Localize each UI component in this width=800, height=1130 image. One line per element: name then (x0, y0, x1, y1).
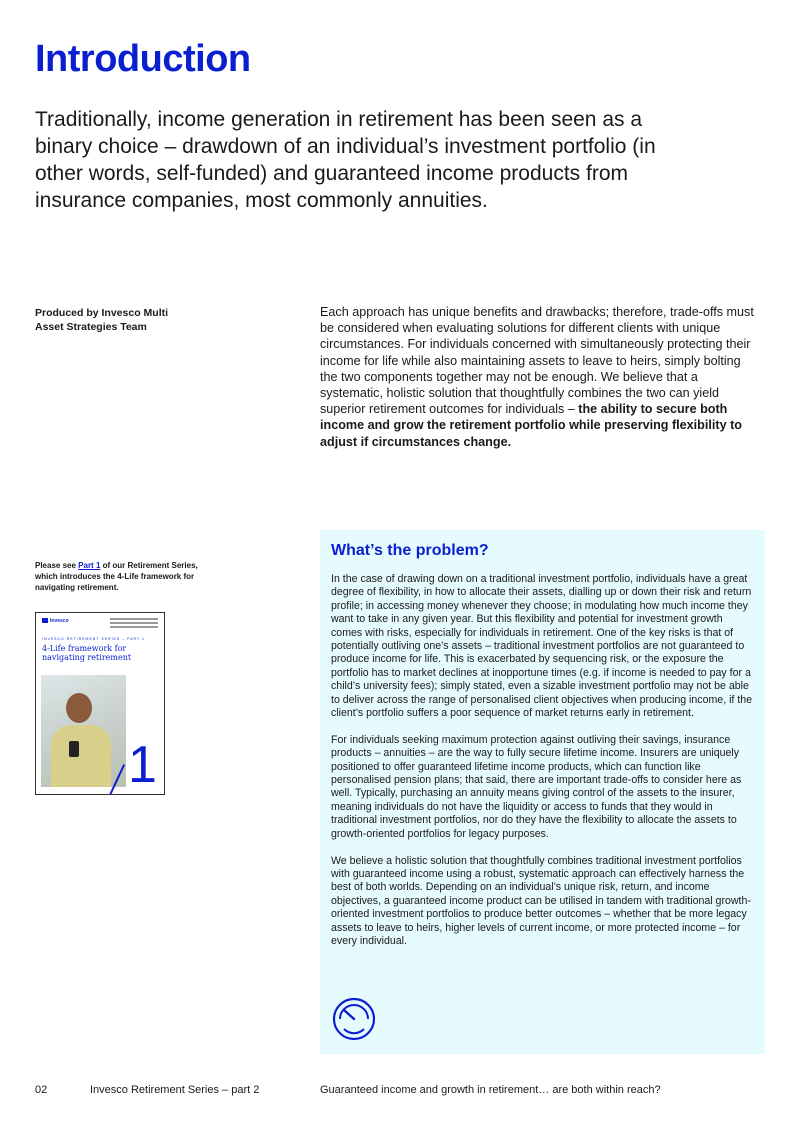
cover-small-text (110, 618, 158, 630)
cover-series-label: INVESCO RETIREMENT SERIES – PART 1 (42, 637, 145, 641)
footer-doc-title: Guaranteed income and growth in retirement… are both within reach? (320, 1084, 661, 1096)
see-note-prefix: Please see (35, 561, 79, 570)
panel-text (331, 573, 756, 962)
panel-heading: What’s the problem? (331, 542, 489, 559)
cover-photo (41, 675, 126, 787)
produced-by-note: Produced by Invesco Multi Asset Strategies Team (35, 307, 169, 333)
footer-series: Invesco Retirement Series – part 2 (90, 1084, 260, 1096)
intro-body-plain: Each approach has unique benefits and drawbacks; therefore, trade-offs must be considered when evaluating solutions for different clients with unique circumstances. For individuals concerned with simultaneously protecting their income for life while also maintaining assets to leave to heirs, simply bolting the two components together may not be enough. We believe that a systematic, holistic solution that thoughtfully combines the two can yield superior retirement outcomes for individuals – (320, 305, 754, 417)
intro-body (320, 304, 760, 450)
footer-page-number: 02 (35, 1084, 48, 1096)
intro-body-bold: the ability to secure both income and grow the retirement portfolio while preserving flexibility to adjust if circumstances change. (320, 402, 742, 449)
gauge-icon (331, 996, 377, 1042)
see-part1-note (35, 560, 200, 593)
cover-number: 1 (128, 736, 157, 794)
panel-paragraph: In the case of drawing down on a traditional investment portfolio, individuals have a great degree of flexibility, in how to allocate their assets, dialling up or down their risk and return profile; in accessing money whenever they choose; in modulating how much income they want to take in any given year. But this flexibility and potential for investment growth comes with risks, especially for individuals in retirement. One of the key risks is that of potentially outliving one’s assets – traditional investment portfolios are not guaranteed to produce income for life. This is exacerbated by sequencing risk, or the exposure the portfolio has to market declines at inopportune times (e.g. if income is needed to pay for a child’s university fees); simply stated, even a sizable investment portfolio may not be able to deliver across the range of personalised client objectives when producing income, if the client’s portfolio suffers a poor sequence of market returns early in retirement. (331, 573, 753, 720)
see-note-suffix: of our Retirement Series, which introduces the 4-Life framework for navigating retirement. (35, 561, 198, 592)
cover-title: 4-Life framework for navigating retirement (42, 644, 132, 662)
logo-mark-icon (42, 618, 48, 623)
lead-paragraph: Traditionally, income generation in retirement has been seen as a binary choice – drawdown of an individual’s investment portfolio (in other words, self-funded) and guaranteed income products from insurance companies, most commonly annuities. (35, 108, 656, 212)
page-title: Introduction (35, 38, 251, 80)
invesco-logo (42, 618, 69, 624)
cover-logo-text: Invesco (50, 618, 69, 624)
part1-cover-thumbnail[interactable] (35, 612, 165, 795)
part1-link[interactable]: Part 1 (78, 561, 101, 570)
phone-icon (69, 741, 79, 757)
problem-panel (320, 530, 765, 1054)
panel-paragraph: For individuals seeking maximum protection against outliving their savings, insurance products – annuities – are the way to fully secure lifetime income. Insurers are uniquely positioned to offer guaranteed lifetime income products, which can function like personalised pension plans; that said, there are important trade-offs to consider here as well. Typically, purchasing an annuity means giving control of the assets to the insurer, meaning individuals do not have the liquidity or access to funds that they would in traditional investment portfolios, nor do they have the flexibility to allocate the assets to growth-oriented portfolios for legacy purposes. (331, 733, 742, 840)
panel-paragraph: We believe a holistic solution that thoughtfully combines traditional investment portfolios with guaranteed income using a robust, systematic approach can effectively harness the best of both worlds. Depending on an individual’s unique risk, return, and income objectives, a guaranteed income product can be utilised in tandem with traditional growth-oriented investment portfolios to produce better outcomes – whether that be more legacy assets to leave to heirs, higher levels of current income, or more protected income – for every individual. (331, 854, 751, 947)
